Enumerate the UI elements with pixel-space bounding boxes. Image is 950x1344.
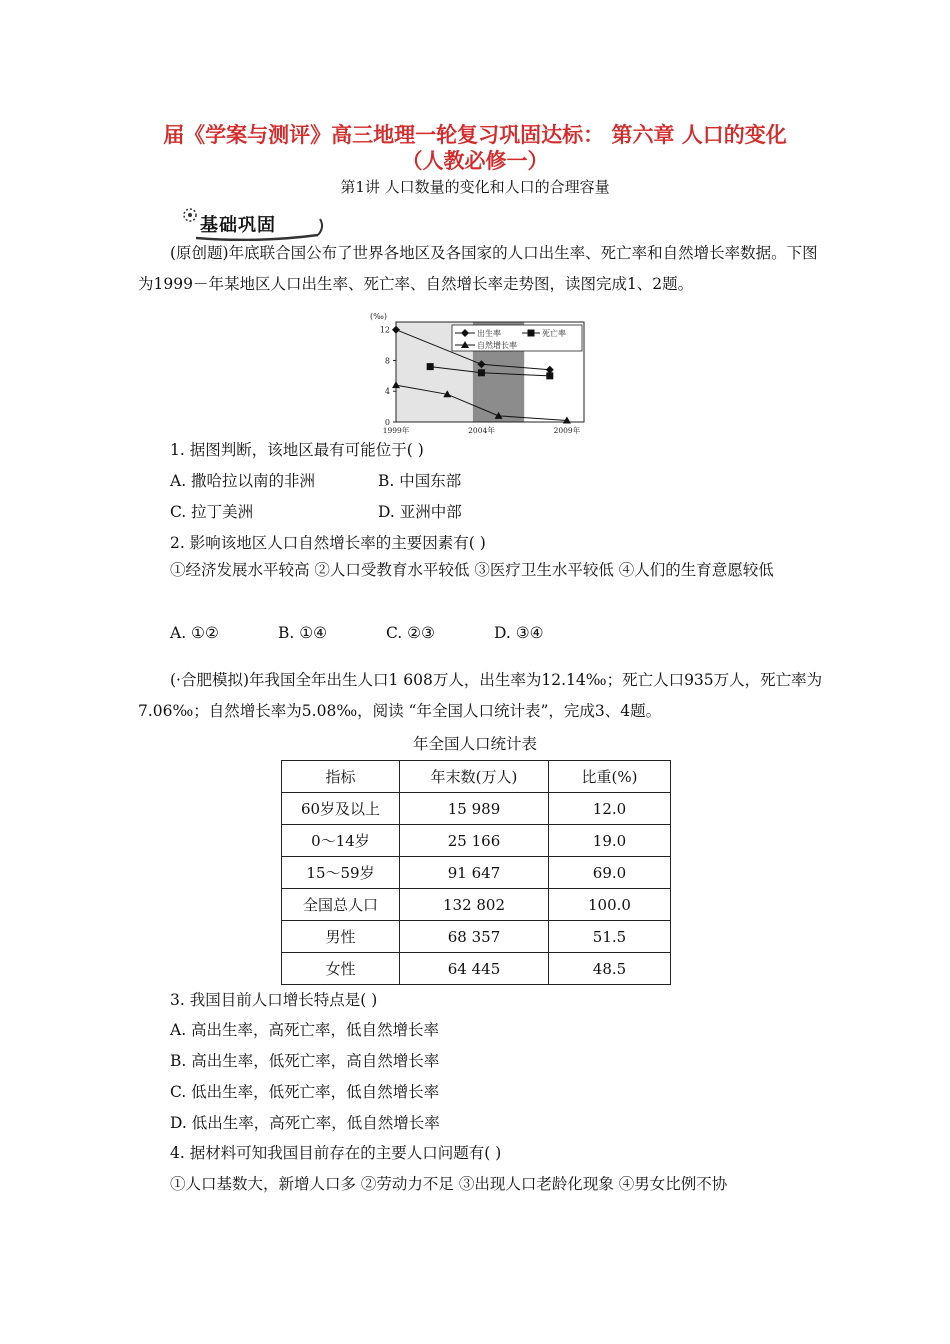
q2-option-a: A. ①② [170, 624, 219, 642]
table-cell: 19.0 [549, 825, 671, 857]
table-row [282, 793, 671, 825]
x-tick-label: 2009年 [553, 426, 581, 435]
table-cell: 51.5 [549, 921, 671, 953]
table-cell: 全国总人口 [282, 889, 400, 921]
data-point-death-rate [478, 369, 485, 376]
data-point-death-rate [546, 372, 553, 379]
legend-label-growth: 自然增长率 [477, 341, 517, 350]
document-title: 届《学案与测评》高三地理一轮复习巩固达标： 第六章 人口的变化 [163, 122, 787, 147]
legend-label-death: 死亡率 [542, 329, 566, 338]
q1-option-d: D. 亚洲中部 [378, 503, 462, 521]
table-cell: 男性 [282, 921, 400, 953]
table-row [282, 825, 671, 857]
legend-label-birth: 出生率 [477, 329, 501, 338]
table-cell: 25 166 [400, 825, 549, 857]
table-cell: 60岁及以上 [282, 793, 400, 825]
table-cell: 100.0 [549, 889, 671, 921]
question-2-stem: ①经济发展水平较高 ②人口受教育水平较低 ③医疗卫生水平较低 ④人们的生育意愿较低 [170, 561, 774, 579]
table-row [282, 857, 671, 889]
table-cell: 女性 [282, 953, 400, 985]
table-cell: 91 647 [400, 857, 549, 889]
table-row [282, 953, 671, 985]
question-1: 1. 据图判断，该地区最有可能位于( ) [170, 441, 424, 459]
x-tick-label: 1999年 [382, 426, 410, 435]
table-header: 年末数(万人) [400, 761, 549, 793]
section-badge-label: 基础巩固 [200, 215, 276, 236]
q2-option-d: D. ③④ [494, 624, 544, 642]
table-cell: 12.0 [549, 793, 671, 825]
table-cell: 69.0 [549, 857, 671, 889]
table-row [282, 889, 671, 921]
table-row [282, 921, 671, 953]
y-tick-label: 0 [384, 418, 390, 427]
lesson-heading: 第1讲 人口数量的变化和人口的合理容量 [340, 178, 610, 196]
intro-paragraph-2: (·合肥模拟)年我国全年出生人口1 608万人，出生率为12.14‰；死亡人口935万人，死亡率为7.06‰；自然增长率为5.08‰，阅读 “年全国人口统计表”，完成3、4题。 [138, 671, 823, 720]
y-axis-unit: (‰) [370, 312, 387, 321]
table-cell: 15 989 [400, 793, 549, 825]
q3-option-c: C. 低出生率，低死亡率，低自然增长率 [170, 1083, 440, 1101]
table-cell: 64 445 [400, 953, 549, 985]
table-header-row [282, 761, 671, 793]
q3-option-d: D. 低出生率，高死亡率，低自然增长率 [170, 1114, 440, 1132]
y-tick-label: 12 [379, 325, 390, 335]
q2-option-c: C. ②③ [386, 624, 435, 642]
table-cell: 0～14岁 [282, 825, 400, 857]
table-cell: 132 802 [400, 889, 549, 921]
y-tick-label: 8 [384, 356, 390, 366]
table-header: 比重(%) [549, 761, 671, 793]
table-header: 指标 [282, 761, 400, 793]
y-tick-label: 4 [384, 387, 390, 397]
table-cell: 68 357 [400, 921, 549, 953]
table-cell: 48.5 [549, 953, 671, 985]
section-badge [178, 205, 328, 241]
data-point-death-rate [427, 363, 434, 370]
legend-marker-death [528, 330, 535, 337]
population-statistics-table [281, 760, 671, 985]
question-4: 4. 据材料可知我国目前存在的主要人口问题有( ) [170, 1144, 502, 1162]
table-cell: 15～59岁 [282, 857, 400, 889]
intro-paragraph-1: (原创题)年底联合国公布了世界各地区及各国家的人口出生率、死亡率和自然增长率数据。下图为1999－年某地区人口出生率、死亡率、自然增长率走势图，读图完成1、2题。 [138, 244, 818, 293]
question-2: 2. 影响该地区人口自然增长率的主要因素有( ) [170, 534, 486, 552]
x-tick-label: 2004年 [468, 426, 495, 435]
q3-option-a: A. 高出生率，高死亡率，低自然增长率 [170, 1021, 440, 1039]
q1-option-c: C. 拉丁美洲 [170, 503, 254, 521]
q3-option-b: B. 高出生率，低死亡率，高自然增长率 [170, 1052, 440, 1070]
table-caption: 年全国人口统计表 [412, 735, 537, 753]
q1-option-b: B. 中国东部 [378, 472, 462, 490]
document-subtitle: （人教必修一） [401, 148, 549, 173]
question-4-stem: ①人口基数大，新增人口多 ②劳动力不足 ③出现人口老龄化现象 ④男女比例不协 [170, 1175, 728, 1193]
question-3: 3. 我国目前人口增长特点是( ) [170, 991, 378, 1009]
q1-option-a: A. 撒哈拉以南的非洲 [170, 472, 316, 490]
population-rate-line-chart [366, 310, 586, 442]
q2-option-b: B. ①④ [278, 624, 328, 642]
